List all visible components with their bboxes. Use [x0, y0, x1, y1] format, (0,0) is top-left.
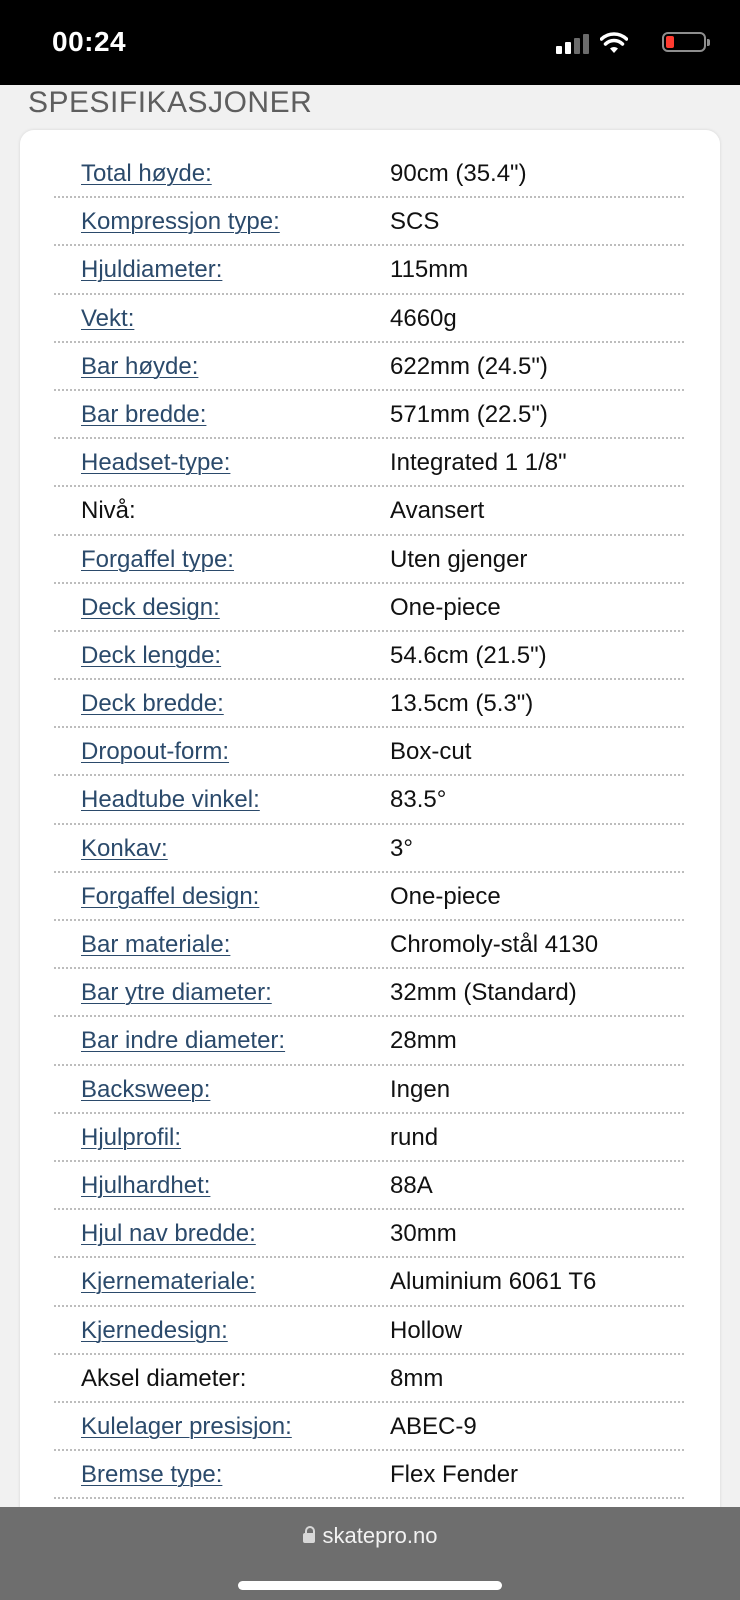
- spec-value: 90cm (35.4"): [390, 160, 527, 187]
- spec-label-link[interactable]: Deck lengde:: [81, 641, 222, 669]
- spec-value: 54.6cm (21.5"): [390, 641, 547, 669]
- battery-level: [666, 36, 674, 48]
- spec-label-link[interactable]: Vekt:: [81, 304, 135, 332]
- spec-label-link[interactable]: Forgaffel type:: [81, 545, 234, 573]
- spec-label-link[interactable]: Bar ytre diameter:: [81, 979, 272, 1007]
- spec-value: 13.5cm (5.3"): [390, 690, 534, 718]
- spec-label-link[interactable]: Hjul nav bredde:: [81, 1220, 256, 1248]
- status-bar: [0, 0, 740, 85]
- spec-label-link[interactable]: Bremse type:: [81, 1461, 223, 1489]
- spec-row: [54, 246, 684, 294]
- spec-row: [54, 487, 684, 535]
- spec-row: [54, 1017, 684, 1065]
- spec-label-link[interactable]: Kulelager presisjon:: [81, 1412, 292, 1440]
- spec-value: Flex Fender: [390, 1461, 519, 1489]
- spec-value: ABEC-9: [390, 1412, 477, 1440]
- spec-row: [54, 1258, 684, 1306]
- spec-label-link[interactable]: Dropout-form:: [81, 738, 230, 766]
- spec-label-link[interactable]: Bar høyde:: [81, 352, 199, 380]
- spec-label-link[interactable]: Forgaffel design:: [81, 882, 260, 910]
- spec-card: [20, 130, 720, 1550]
- spec-row: [54, 1210, 684, 1258]
- spec-row: [54, 391, 684, 439]
- spec-value: Aluminium 6061 T6: [390, 1268, 597, 1296]
- spec-value: 3°: [390, 834, 413, 862]
- spec-value: 28mm: [390, 1027, 457, 1055]
- spec-row: [54, 1066, 684, 1114]
- spec-label: Nivå:: [81, 497, 136, 525]
- spec-value: Box-cut: [390, 738, 472, 766]
- spec-label-link[interactable]: Hjuldiameter:: [81, 256, 223, 284]
- spec-value: Hollow: [390, 1316, 463, 1344]
- wifi-icon: [600, 32, 628, 54]
- spec-value: Chromoly-stål 4130: [390, 931, 599, 958]
- spec-label-link[interactable]: Headtube vinkel:: [81, 786, 260, 814]
- spec-row: [54, 680, 684, 728]
- spec-row: [54, 1114, 684, 1162]
- spec-value: 30mm: [390, 1220, 457, 1248]
- spec-row: [54, 873, 684, 921]
- spec-label-link[interactable]: Bar materiale:: [81, 931, 231, 958]
- spec-label-link[interactable]: Deck bredde:: [81, 690, 224, 718]
- lock-icon: [303, 1533, 315, 1543]
- url-display[interactable]: [0, 1523, 740, 1549]
- signal-icon: [556, 34, 590, 54]
- spec-value: SCS: [390, 208, 440, 236]
- spec-value: 8mm: [390, 1364, 444, 1392]
- battery-icon: [662, 32, 706, 52]
- spec-row: [54, 584, 684, 632]
- spec-row: [54, 776, 684, 824]
- spec-label-link[interactable]: Kjernedesign:: [81, 1316, 228, 1344]
- spec-value: Uten gjenger: [390, 545, 528, 573]
- spec-label-link[interactable]: Kjernemateriale:: [81, 1268, 256, 1296]
- spec-row: [54, 1162, 684, 1210]
- spec-row: [54, 198, 684, 246]
- spec-list: [54, 150, 684, 1499]
- home-indicator[interactable]: [238, 1581, 502, 1590]
- spec-label-link[interactable]: Hjulhardhet:: [81, 1171, 211, 1199]
- spec-row: [54, 1307, 684, 1355]
- spec-row: [54, 536, 684, 584]
- spec-value: rund: [390, 1123, 439, 1151]
- spec-value: Ingen: [390, 1075, 451, 1103]
- spec-value: One-piece: [390, 593, 501, 621]
- spec-value: 571mm (22.5"): [390, 400, 548, 428]
- spec-label-link[interactable]: Kompressjon type:: [81, 208, 280, 236]
- spec-row: [54, 439, 684, 487]
- spec-label-link[interactable]: Konkav:: [81, 834, 168, 862]
- spec-value: 32mm (Standard): [390, 979, 577, 1007]
- spec-value: 4660g: [390, 304, 457, 332]
- spec-value: 115mm: [390, 256, 469, 284]
- spec-label-link[interactable]: Bar indre diameter:: [81, 1027, 286, 1055]
- spec-row: [54, 1403, 684, 1451]
- spec-row: [54, 632, 684, 680]
- url-text: skatepro.no: [322, 1523, 438, 1548]
- spec-label-link[interactable]: Bar bredde:: [81, 400, 207, 428]
- spec-label-link[interactable]: Headset-type:: [81, 449, 231, 477]
- spec-row: [54, 150, 684, 198]
- spec-label-link[interactable]: Total høyde:: [81, 160, 212, 187]
- spec-value: 83.5°: [390, 786, 447, 814]
- spec-row: [54, 1451, 684, 1499]
- spec-label-link[interactable]: Backsweep:: [81, 1075, 211, 1103]
- spec-label-link[interactable]: Deck design:: [81, 593, 220, 621]
- spec-row: [54, 295, 684, 343]
- spec-row: [54, 921, 684, 969]
- spec-row: [54, 1355, 684, 1403]
- spec-row: [54, 728, 684, 776]
- spec-row: [54, 969, 684, 1017]
- spec-row: [54, 343, 684, 391]
- spec-label-link[interactable]: Hjulprofil:: [81, 1123, 182, 1151]
- spec-label: Aksel diameter:: [81, 1364, 247, 1392]
- spec-value: Avansert: [390, 497, 485, 525]
- spec-value: 88A: [390, 1171, 433, 1199]
- section-title: SPESIFIKASJONER: [28, 86, 313, 119]
- spec-value: 622mm (24.5"): [390, 352, 548, 380]
- spec-value: Integrated 1 1/8": [390, 449, 567, 477]
- spec-value: One-piece: [390, 882, 501, 910]
- browser-url-bar[interactable]: [0, 1507, 740, 1600]
- status-time: 00:24: [52, 26, 127, 57]
- spec-row: [54, 825, 684, 873]
